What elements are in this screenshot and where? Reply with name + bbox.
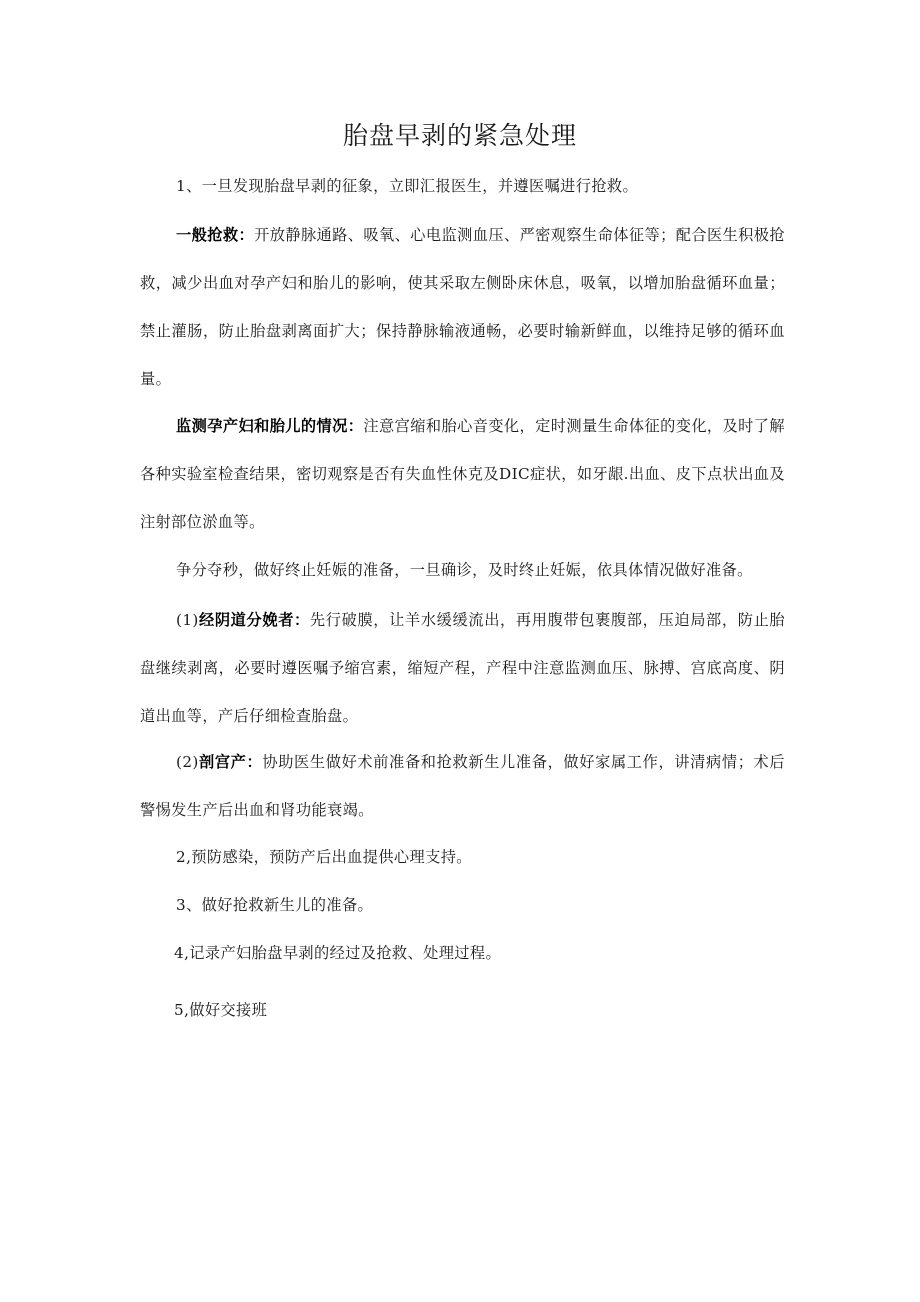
paragraph-vaginal-delivery (140, 596, 785, 740)
paragraph-text: 4,记录产妇胎盘早剥的经过及抢救、处理过程。 (174, 944, 502, 962)
paragraph-step-3 (140, 881, 785, 929)
paragraph-prefix: (2) (176, 753, 199, 771)
page-title: 胎盘早剥的紧急处理 (342, 121, 577, 150)
paragraph-text: 协助医生做好术前准备和抢救新生儿准备，做好家属工作，讲清病情；术后警惕发生产后出血和肾功能衰竭。 (140, 753, 785, 819)
paragraph-text: 3、做好抢救新生儿的准备。 (176, 896, 374, 914)
paragraph-step-4 (140, 929, 785, 977)
paragraph-monitoring (140, 402, 785, 546)
paragraph-cesarean (140, 738, 785, 834)
paragraph-terminate-pregnancy (140, 546, 785, 594)
paragraph-lead: 经阴道分娩者： (198, 611, 310, 629)
paragraph-text: 注意宫缩和胎心音变化，定时测量生命体征的变化，及时了解各种实验室检查结果，密切观察是否有失血性休克及DIC症状，如牙龈.出血、皮下点状出血及注射部位淤血等。 (140, 417, 785, 531)
paragraph-step-5 (140, 986, 785, 1034)
paragraph-lead: 一般抢救： (176, 226, 255, 244)
paragraph-lead: 监测孕产妇和胎儿的情况： (176, 417, 364, 435)
paragraph-text: 开放静脉通路、吸氧、心电监测血压、严密观察生命体征等；配合医生积极抢救，减少出血对孕产妇和胎儿的影响，使其采取左侧卧床休息，吸氧，以增加胎盘循环血量；禁止灌肠，防止胎盘剥离面扩大；保持静脉输液通畅，必要时输新鲜血，以维持足够的循环血量。 (140, 226, 786, 388)
paragraph-step-1 (140, 162, 785, 210)
paragraph-text: 争分夺秒，做好终止妊娠的准备，一旦确诊，及时终止妊娠，依具体情况做好准备。 (176, 561, 753, 579)
paragraph-text: 2,预防感染，预防产后出血提供心理支持。 (176, 848, 472, 866)
paragraph-text: 5,做好交接班 (174, 1001, 268, 1019)
paragraph-text: 先行破膜，让羊水缓缓流出，再用腹带包裹腹部，压迫局部，防止胎盘继续剥离，必要时遵医嘱予缩宫素，缩短产程，产程中注意监测血压、脉搏、宫底高度、阴道出血等，产后仔细检查胎盘。 (140, 611, 786, 725)
paragraph-lead: 剖宫产： (198, 753, 263, 771)
paragraph-step-2 (140, 833, 785, 881)
paragraph-text: 1、一旦发现胎盘早剥的征象，立即汇报医生，并遵医嘱进行抢救。 (176, 177, 639, 195)
paragraph-prefix: (1) (176, 611, 199, 629)
paragraph-general-rescue (140, 211, 785, 403)
